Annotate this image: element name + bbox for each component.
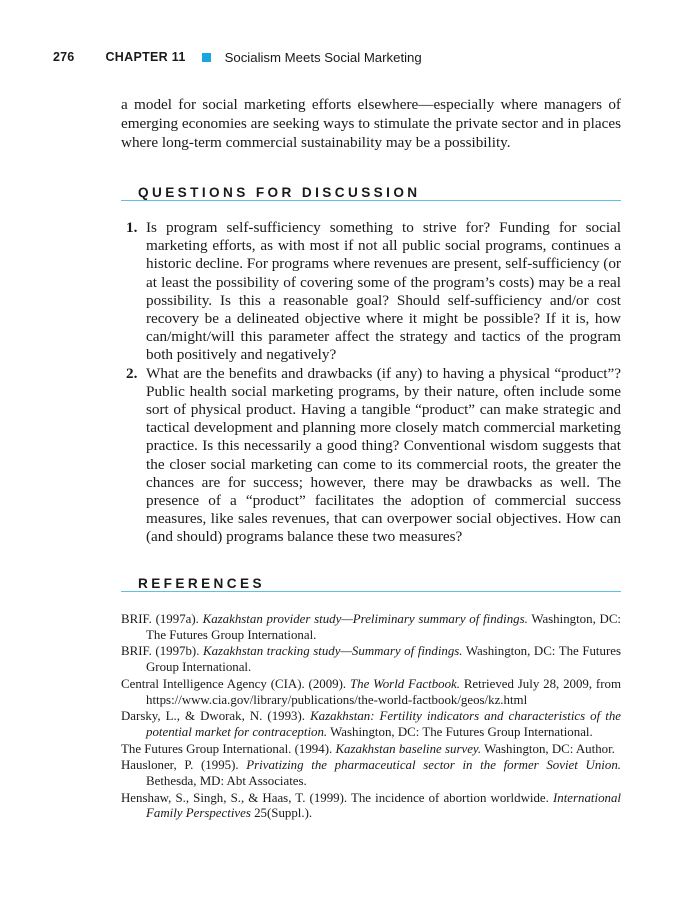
question-text: Is program self-sufficiency something to strive for? Funding for social marketing efforts, as with most if not all public social programs, continues a historic decline. For programs where revenues are present, self-sufficiency (or at least the possibility of covering some of the program’s costs) may be a real possibility. Is this a reasonable goal? Should self-sufficiency and/or cost recovery be a delineated objective where it might be possible? If it is, how can/might/will this parameter affect the strategy and tactics of the program both positively and negatively? [146, 219, 621, 364]
reference-title: Kazakhstan tracking study—Summary of findings. [203, 644, 463, 659]
page-number: 276 [53, 50, 75, 64]
references-heading [121, 576, 621, 596]
references-heading-rule [121, 591, 621, 592]
chapter-label: CHAPTER 11 [105, 50, 186, 64]
references-heading-label: REFERENCES [138, 576, 265, 591]
reference-title: International Family Perspectives [146, 790, 621, 821]
reference-text: Central Intelligence Agency (CIA). (2009). [121, 676, 350, 691]
chapter-title: Socialism Meets Social Marketing [224, 49, 422, 65]
reference-text: 25(Suppl.). [250, 806, 313, 821]
running-head [53, 49, 422, 65]
reference-title: Kazakhstan provider study—Preliminary summary of findings. [202, 612, 528, 626]
reference-title: Privatizing the pharmaceutical sector in the former Soviet Union. [246, 758, 621, 773]
reference-title: Kazakhstan: Fertility indicators and characteristics of the potential market for contraception. [146, 709, 621, 739]
reference-text: Washington, DC: The Futures Group International. [146, 612, 622, 642]
reference-entry [121, 612, 621, 643]
reference-entry [121, 644, 621, 675]
questions-heading [121, 185, 621, 205]
questions-heading-rule [121, 200, 621, 201]
reference-entry [121, 677, 621, 708]
intro-paragraph: a model for social marketing efforts elsewhere—especially where managers of emerging economies are seeking ways to stimulate the private sector and in places where long-term commercial sustainability may be a possibility. [121, 96, 621, 151]
references-list [121, 612, 621, 823]
chapter-square-icon [202, 53, 211, 62]
reference-entry [121, 709, 621, 740]
reference-text: Darsky, L., & Dworak, N. (1993). [121, 709, 311, 724]
reference-entry [121, 758, 621, 789]
question-text: What are the benefits and drawbacks (if any) to having a physical “product”? Public health social marketing programs, by their nature, often include some sort of physical product. Having a tangible “product” can make strategic and tactical development and planning more closely match commercial marketing practice. Is this necessarily a good thing? Conventional wisdom suggests that the closer social marketing can come to its commercial roots, the greater the chances are for success; however, there may be drawbacks as well. The presence of a “product” facilitates the adoption of commercial success measures, like sales revenues, that can overpower social objectives. How can (and should) programs balance these two measures? [146, 364, 621, 546]
reference-text: Washington, DC: The Futures Group International. [327, 724, 593, 739]
question-number: 1. [126, 219, 138, 236]
questions-heading-label: QUESTIONS FOR DISCUSSION [138, 185, 421, 200]
discussion-questions-list [121, 219, 621, 547]
reference-text: BRIF. (1997a). [121, 612, 203, 626]
discussion-question [121, 365, 621, 547]
discussion-question [121, 219, 621, 365]
reference-text: Washington, DC: The Futures Group International. [146, 644, 621, 675]
reference-entry [121, 742, 621, 758]
question-number: 2. [126, 364, 138, 382]
reference-title: Kazakhstan baseline survey. [335, 741, 482, 756]
reference-text: Henshaw, S., Singh, S., & Haas, T. (1999). The incidence of abortion worldwide. [121, 790, 553, 805]
reference-text: BRIF. (1997b). [121, 644, 204, 659]
reference-text: Retrieved July 28, 2009, from https://www.cia.gov/library/publications/the-world-factbook/geos/kz.html [146, 676, 621, 707]
reference-text: The Futures Group International. (1994). [121, 741, 336, 756]
reference-entry [121, 791, 621, 822]
reference-text: Hausloner, P. (1995). [121, 758, 247, 773]
reference-title: The World Factbook. [350, 676, 460, 691]
reference-text: Washington, DC: Author. [481, 741, 615, 756]
reference-text: Bethesda, MD: Abt Associates. [146, 774, 307, 789]
